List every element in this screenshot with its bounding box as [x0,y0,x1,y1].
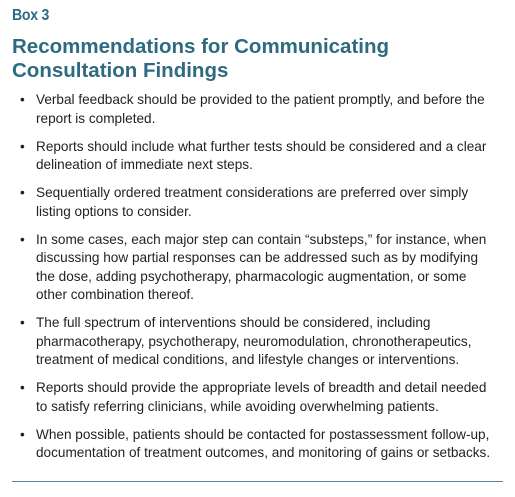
recommendations-list [20,91,498,472]
list-item [20,138,498,175]
list-item-text: Reports should include what further tests should be considered and a clear delineation of immediate next steps. [36,138,487,172]
list-item [20,426,498,463]
list-item [20,184,498,221]
list-item-text: When possible, patients should be contacted for postassessment follow-up, documentation of treatment outcomes, and monitoring of gains or setbacks. [36,426,491,460]
list-item [20,314,498,370]
bullet-icon: • [20,231,25,247]
box-label: Box 3 [12,7,50,24]
box-title: Recommendations for Communicating Consultation Findings [12,35,390,82]
list-item [20,379,498,416]
list-item-text: Reports should provide the appropriate levels of breadth and detail needed to satisfy referring clinicians, while avoiding overwhelming patients. [36,380,487,414]
list-item [20,231,498,305]
bullet-icon: • [20,92,25,107]
list-item-text: Sequentially ordered treatment considerations are preferred over simply listing options to consider. [36,185,469,219]
list-item-text: Verbal feedback should be provided to the patient promptly, and before the report is completed. [36,92,485,126]
list-item [20,91,498,128]
bottom-divider [12,481,503,482]
bullet-icon: • [20,426,25,442]
bullet-icon: • [20,185,25,200]
list-item-text: In some cases, each major step can contain “substeps,” for instance, when discussing how partial responses can be addressed such as by modifying the dose, adding psychotherapy, pharmacologic augmentation, or some other combination thereof. [36,231,487,302]
list-item-text: The full spectrum of interventions should be considered, including pharmacotherapy, psychotherapy, neuromodulation, chronotherapeutics, treatment of medical conditions, and lifestyle changes or interventions. [36,315,472,367]
bullet-icon: • [20,138,25,154]
bullet-icon: • [20,380,25,395]
bullet-icon: • [20,315,25,330]
